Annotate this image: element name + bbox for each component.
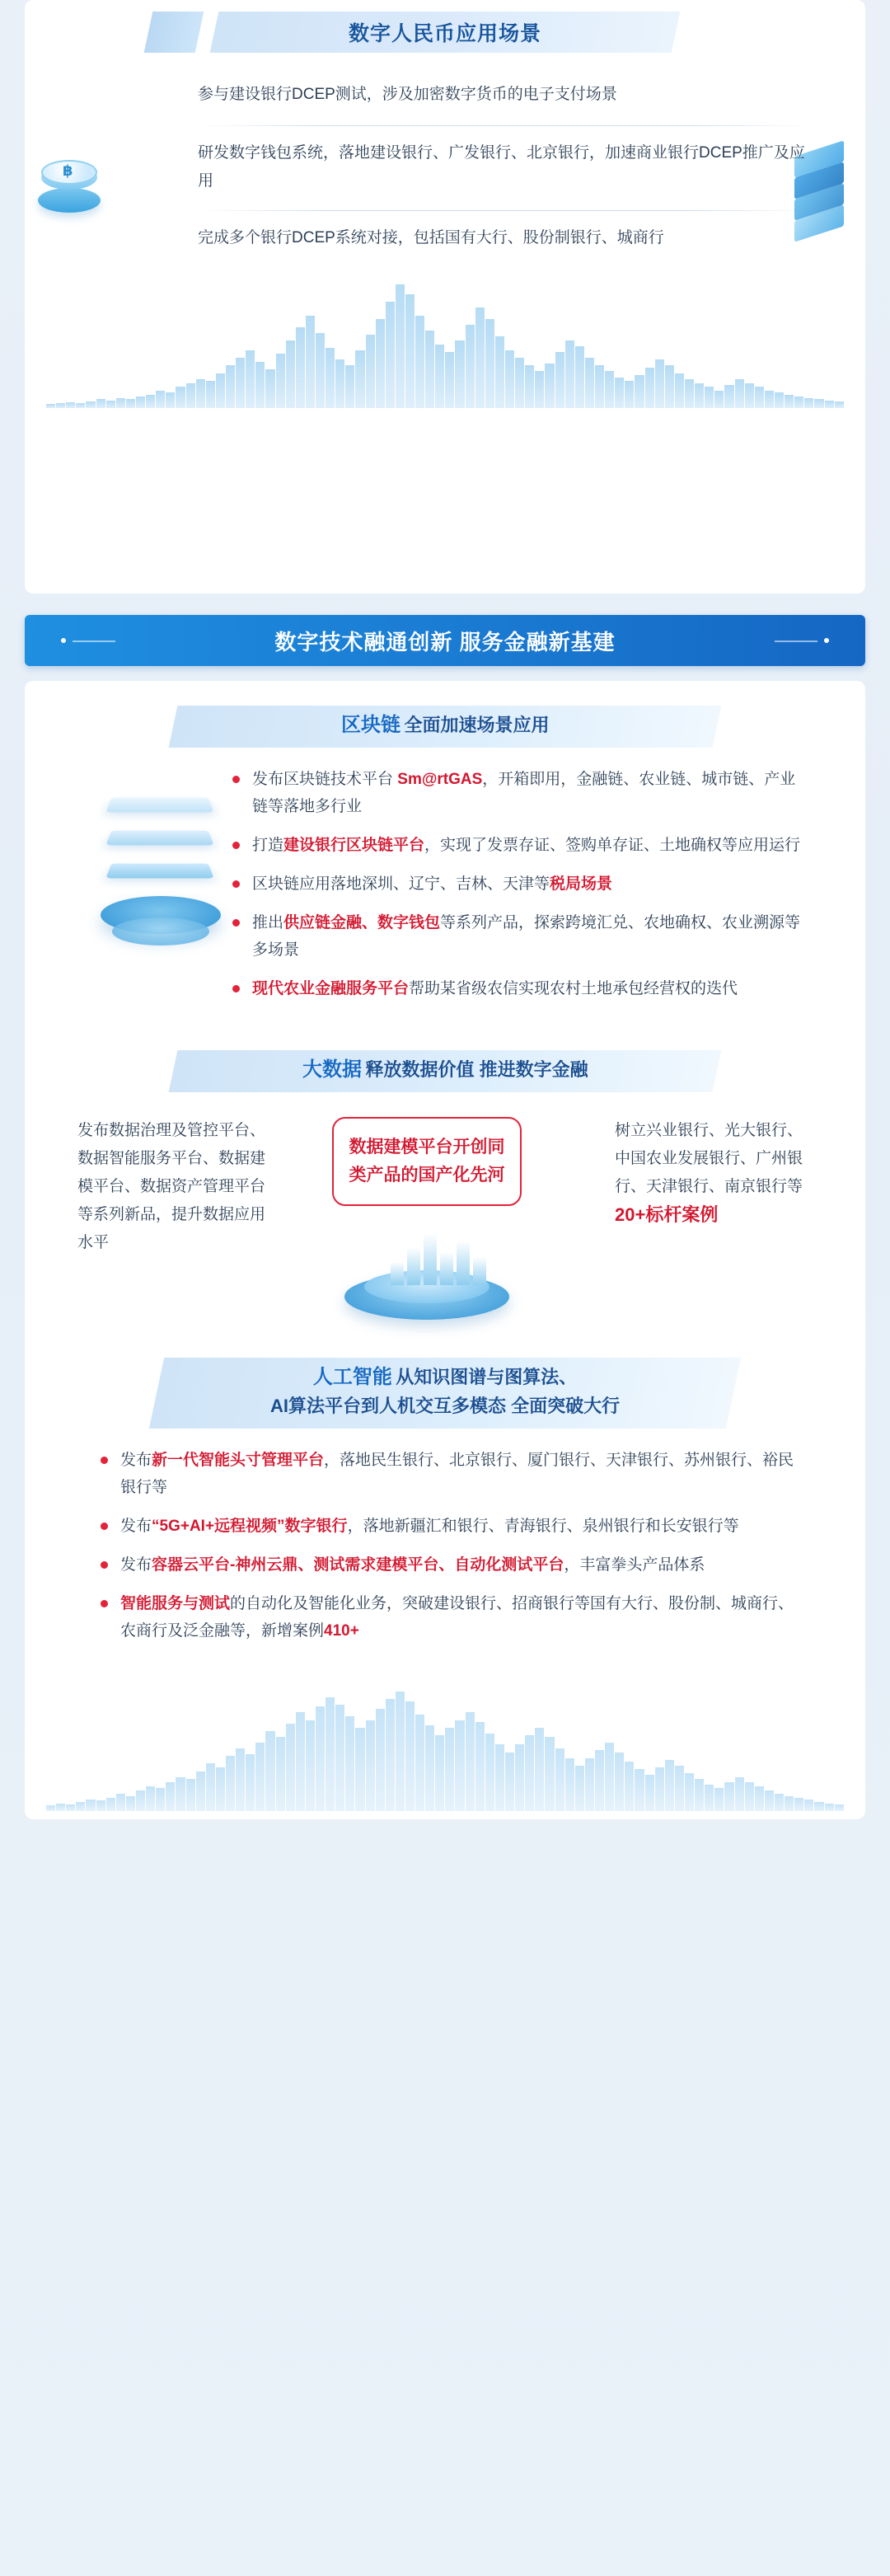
chart-bar	[605, 371, 614, 408]
chart-bar	[265, 369, 274, 408]
bullet-text: 的自动化及智能化业务，突破建设银行、招商银行等国有大行、股份制、城商行、农商行及泛金融等，新增案例	[120, 1595, 794, 1640]
chart-bar	[814, 1802, 823, 1812]
chart-bar	[635, 375, 644, 408]
chart-bar	[146, 395, 155, 408]
chart-bar	[555, 1748, 564, 1811]
chart-bar	[655, 359, 664, 408]
chart-bar	[565, 1758, 574, 1811]
bigdata-columns	[25, 1092, 865, 1325]
chart-bar	[575, 346, 584, 408]
chart-bar	[196, 379, 205, 408]
chart-bar	[765, 391, 774, 408]
chart-bar	[216, 373, 225, 408]
chart-bar	[345, 1716, 354, 1811]
chart-bar	[386, 302, 395, 408]
dcep-item: 研发数字钱包系统，落地建设银行、广发银行、北京银行，加速商业银行DCEP推广及应用	[198, 144, 805, 190]
chart-bar	[366, 335, 375, 408]
chart-bar	[46, 404, 55, 408]
chart-bar	[575, 1766, 584, 1811]
chart-bar	[665, 1760, 674, 1811]
skyline-chart-top	[25, 272, 865, 408]
bullet-text: 发布区块链技术平台	[252, 771, 398, 788]
bullet-emphasis: “5G+AI+远程视频”数字银行	[152, 1518, 348, 1535]
chart-bar	[306, 316, 315, 409]
banner-dot-right	[824, 638, 829, 643]
chart-bar	[665, 365, 674, 408]
bullet-item	[231, 766, 808, 820]
bullet-text: ，开箱即用，金融链、农业链、城市链、产业链等落地多行业	[252, 771, 796, 815]
chart-bar	[457, 1241, 470, 1285]
chart-bar	[835, 1804, 844, 1811]
chart-bar	[391, 1262, 404, 1285]
chart-bar	[66, 402, 75, 408]
chart-bar	[685, 379, 694, 408]
chart-bar	[645, 1775, 654, 1811]
dcep-item: 完成多个银行DCEP系统对接，包括国有大行、股份制银行、城商行	[198, 229, 664, 246]
bullet-item	[231, 870, 808, 898]
divider	[198, 210, 813, 211]
chart-bar	[255, 1743, 265, 1811]
banner-title: 数字技术融通创新 服务金融新基建	[274, 629, 616, 655]
chart-bar	[376, 1709, 385, 1811]
bigdata-center	[312, 1117, 542, 1325]
bullet-emphasis: 税局场景	[550, 875, 613, 893]
chart-bar	[735, 1777, 744, 1811]
chart-bar	[445, 1728, 454, 1811]
chart-bar	[56, 1804, 65, 1811]
chart-bar	[585, 358, 594, 408]
bullet-emphasis: 建设银行区块链平台	[283, 837, 425, 854]
chart-bar	[326, 348, 335, 408]
chart-bar	[545, 364, 554, 408]
chart-bar	[345, 365, 354, 408]
chart-bar	[615, 1753, 624, 1811]
chart-bar	[396, 1692, 405, 1811]
chart-bar	[515, 358, 524, 408]
chart-bar	[146, 1786, 155, 1811]
chart-bar	[595, 365, 604, 408]
chart-bar	[246, 350, 255, 408]
bullet-emphasis: 供应链金融、数字钱包	[283, 914, 441, 931]
bullet-text: 等系列产品，探索跨境汇兑、农地确权、农业溯源等多场景	[252, 914, 801, 959]
banner-dot-left	[61, 638, 66, 643]
chart-bar	[794, 396, 803, 408]
chart-bar	[505, 350, 514, 408]
chart-bar	[206, 381, 215, 408]
chart-bar	[565, 340, 574, 408]
chart-bar	[405, 1701, 415, 1811]
skyline-chart-bottom	[25, 1679, 865, 1811]
chart-bar	[755, 1786, 764, 1811]
bullet-text: 发布	[120, 1452, 152, 1469]
dcep-body	[25, 81, 865, 252]
banner-line-right	[775, 640, 817, 642]
bullet-emphasis: 新一代智能头寸管理平台	[152, 1452, 325, 1469]
chart-bar	[186, 383, 195, 408]
bigdata-callout: 数据建模平台开创同类产品的国产化先河	[332, 1117, 522, 1206]
bullet-item	[231, 832, 808, 859]
chart-bar	[196, 1771, 205, 1811]
title-ribbon-tail	[144, 12, 204, 53]
chart-bar	[525, 1735, 534, 1811]
chart-bar	[475, 1722, 485, 1811]
chart-bar	[605, 1743, 614, 1811]
chart-bar	[96, 399, 105, 408]
bigdata-subtitle: 释放数据价值 推进数字金融	[365, 1059, 588, 1080]
chart-bar	[176, 387, 185, 408]
blockchain-head	[169, 706, 722, 748]
chart-bar	[407, 1247, 420, 1285]
chart-bar	[535, 1728, 544, 1811]
bullet-emphasis: 容器云平台-神州云鼎、测试需求建模平台、自动化测试平台	[152, 1556, 564, 1574]
chart-bar	[714, 391, 724, 408]
bigdata-chart-icon	[336, 1201, 518, 1325]
banner-line-left	[73, 640, 115, 642]
chart-bar	[804, 398, 813, 408]
chart-bar	[755, 387, 764, 408]
bullet-emphasis: 智能服务与测试	[120, 1595, 231, 1612]
bullet-text: ，落地新疆汇和银行、青海银行、泉州银行和长安银行等	[347, 1518, 739, 1535]
chart-bar	[675, 1766, 684, 1811]
blockchain-stack-icon	[101, 781, 224, 970]
chart-bar	[276, 354, 285, 408]
chart-bar	[535, 371, 544, 408]
chart-bar	[296, 327, 305, 408]
chart-bar	[455, 1720, 464, 1811]
dcep-item: 参与建设银行DCEP测试，涉及加密数字货币的电子支付场景	[198, 86, 617, 103]
chart-bar	[615, 378, 624, 409]
chart-bar	[366, 1720, 375, 1811]
chart-bar	[695, 383, 704, 408]
chart-bar	[56, 403, 65, 408]
bigdata-right-col	[615, 1117, 813, 1231]
chart-bar	[625, 1762, 634, 1811]
chart-bar	[435, 345, 444, 408]
bullet-text: ，实现了发票存证、签购单存证、土地确权等应用运行	[424, 837, 801, 854]
bullet-item	[99, 1513, 808, 1540]
chart-bar	[785, 395, 794, 408]
tech-card	[25, 681, 865, 1819]
bullet-text: 帮助某省级农信实现农村土地承包经营权的迭代	[409, 980, 738, 997]
bigdata-head	[169, 1050, 722, 1092]
chart-bar	[106, 1798, 115, 1811]
chart-bar	[156, 391, 165, 408]
chart-bar	[46, 1805, 55, 1811]
chart-bar	[435, 1735, 444, 1811]
chart-bar	[265, 1731, 274, 1811]
chart-bar	[96, 1800, 105, 1811]
chart-bar	[376, 319, 385, 408]
chart-bar	[473, 1257, 486, 1285]
chart-bar	[206, 1763, 215, 1811]
chart-bar	[286, 1724, 295, 1811]
bullet-text: 推出	[252, 914, 284, 931]
chart-bar	[326, 1697, 335, 1811]
chart-bar	[425, 331, 434, 408]
bullet-item	[99, 1447, 808, 1501]
chart-bar	[705, 387, 714, 408]
chart-bar	[745, 1782, 754, 1811]
chart-bar	[405, 294, 415, 408]
chart-bar	[166, 392, 175, 408]
chart-bar	[386, 1699, 395, 1811]
chart-bar	[825, 1804, 834, 1811]
ai-bullet-list	[25, 1429, 865, 1664]
chart-bar	[475, 307, 485, 408]
bullet-text: ，落地民生银行、北京银行、厦门银行、天津银行、苏州银行、裕民银行等	[120, 1452, 794, 1496]
chart-bar	[515, 1744, 524, 1811]
chart-bar	[635, 1769, 644, 1811]
ai-subtitle-line1: 从知识图谱与图算法、	[396, 1367, 578, 1387]
blockchain-subtitle: 全面加速场景应用	[404, 715, 550, 735]
section-banner	[25, 615, 865, 666]
ai-head	[149, 1358, 741, 1429]
chart-bar	[335, 1705, 344, 1811]
chart-bar	[316, 333, 325, 408]
blockchain-keyword: 区块链	[340, 714, 400, 736]
chart-bar	[505, 1753, 514, 1811]
chart-bar	[156, 1788, 165, 1811]
bullet-text: 发布	[120, 1518, 152, 1535]
chart-bar	[495, 336, 504, 408]
bullet-item	[231, 909, 808, 964]
bullet-emphasis: Sm@rtGAS	[397, 771, 483, 788]
chart-bar	[724, 1782, 733, 1811]
chart-bar	[136, 396, 145, 408]
bigdata-right-highlight: 20+标杆案例	[615, 1204, 719, 1225]
chart-bar	[216, 1767, 225, 1811]
divider	[198, 125, 813, 126]
chart-bar	[495, 1744, 504, 1811]
bigdata-keyword: 大数据	[302, 1058, 362, 1081]
chart-bar	[724, 385, 733, 408]
chart-bar	[645, 368, 654, 408]
chart-bar	[466, 1712, 475, 1811]
chart-bar	[735, 379, 744, 408]
chart-bar	[276, 1737, 285, 1811]
chart-bar	[76, 1802, 85, 1812]
chart-bar	[595, 1750, 604, 1811]
bullet-item	[99, 1551, 808, 1579]
bigdata-left-text: 发布数据治理及管控平台、数据智能服务平台、数据建模平台、数据资产管理平台等系列新品，提升数据应用水平	[77, 1122, 266, 1251]
chart-bar	[116, 1794, 125, 1811]
chart-bar	[66, 1804, 75, 1811]
chart-bar	[424, 1234, 437, 1285]
page-title: 数字人民币应用场景	[348, 22, 541, 45]
bullet-emphasis: 现代农业金融服务平台	[252, 980, 410, 997]
chart-bar	[525, 365, 534, 408]
chart-bar	[425, 1725, 434, 1811]
chart-bar	[625, 381, 634, 408]
chart-bar	[714, 1788, 724, 1811]
bullet-item	[99, 1590, 808, 1645]
chart-bar	[655, 1767, 664, 1811]
chart-bar	[186, 1779, 195, 1811]
chart-bar	[76, 403, 85, 408]
bullet-text: 发布	[120, 1556, 152, 1574]
chart-bar	[355, 350, 364, 408]
chart-bar	[440, 1252, 453, 1285]
ai-subtitle-line2: AI算法平台到人机交互多模态 全面突破大行	[269, 1396, 621, 1416]
chart-bar	[675, 373, 684, 408]
chart-bar	[466, 325, 475, 408]
chart-bar	[775, 1794, 784, 1811]
chart-bar	[286, 340, 295, 408]
chart-bar	[455, 340, 464, 408]
chart-bar	[485, 1734, 494, 1811]
dcep-card	[25, 0, 865, 594]
chart-bar	[226, 365, 235, 408]
chart-bar	[255, 362, 265, 408]
chart-bar	[236, 358, 245, 408]
chart-bar	[176, 1777, 185, 1811]
chart-bar	[804, 1799, 813, 1811]
dcep-title-ribbon	[210, 12, 681, 53]
chart-bar	[814, 399, 823, 408]
bullet-item	[231, 975, 808, 1002]
chart-bar	[246, 1754, 255, 1811]
digital-coin-icon: ฿	[33, 152, 112, 228]
chart-bar	[236, 1748, 245, 1811]
chart-bar	[296, 1712, 305, 1811]
chart-bar	[685, 1773, 694, 1811]
chart-bar	[116, 398, 125, 408]
chart-bar	[785, 1796, 794, 1811]
chart-bar	[705, 1785, 714, 1811]
chart-bar	[335, 359, 344, 408]
chart-bar	[445, 352, 454, 408]
chart-bar	[226, 1756, 235, 1811]
chart-bar	[545, 1737, 554, 1811]
chart-bar	[86, 1799, 95, 1811]
chart-bar	[825, 401, 834, 408]
bullet-text: 区块链应用落地深圳、辽宁、吉林、天津等	[252, 875, 550, 893]
chart-bar	[745, 383, 754, 408]
chart-bar	[835, 401, 844, 408]
bullet-text: 打造	[252, 837, 284, 854]
chart-bar	[765, 1790, 774, 1811]
bigdata-right-text: 树立兴业银行、光大银行、中国农业发展银行、广州银行、天津银行、南京银行等	[615, 1122, 803, 1195]
bullet-text: ，丰富拳头产品体系	[564, 1556, 705, 1574]
chart-bar	[585, 1758, 594, 1811]
chart-bar	[396, 284, 405, 408]
chart-bar	[86, 401, 95, 408]
chart-bar	[485, 319, 494, 408]
chart-bar	[555, 352, 564, 408]
chart-bar	[695, 1779, 704, 1811]
chart-bar	[126, 399, 135, 408]
chart-bar	[166, 1782, 175, 1811]
chart-bar	[355, 1728, 364, 1811]
chart-bar	[775, 392, 784, 408]
chart-bar	[136, 1790, 145, 1811]
bullet-emphasis: 410+	[324, 1622, 359, 1640]
chart-bar	[126, 1796, 135, 1811]
chart-bar	[106, 401, 115, 408]
chart-bar	[306, 1720, 315, 1811]
chart-bar	[415, 316, 424, 409]
ai-keyword: 人工智能	[312, 1366, 392, 1388]
chart-bar	[415, 1715, 424, 1811]
chart-bar	[316, 1706, 325, 1811]
chart-bar	[794, 1798, 803, 1811]
